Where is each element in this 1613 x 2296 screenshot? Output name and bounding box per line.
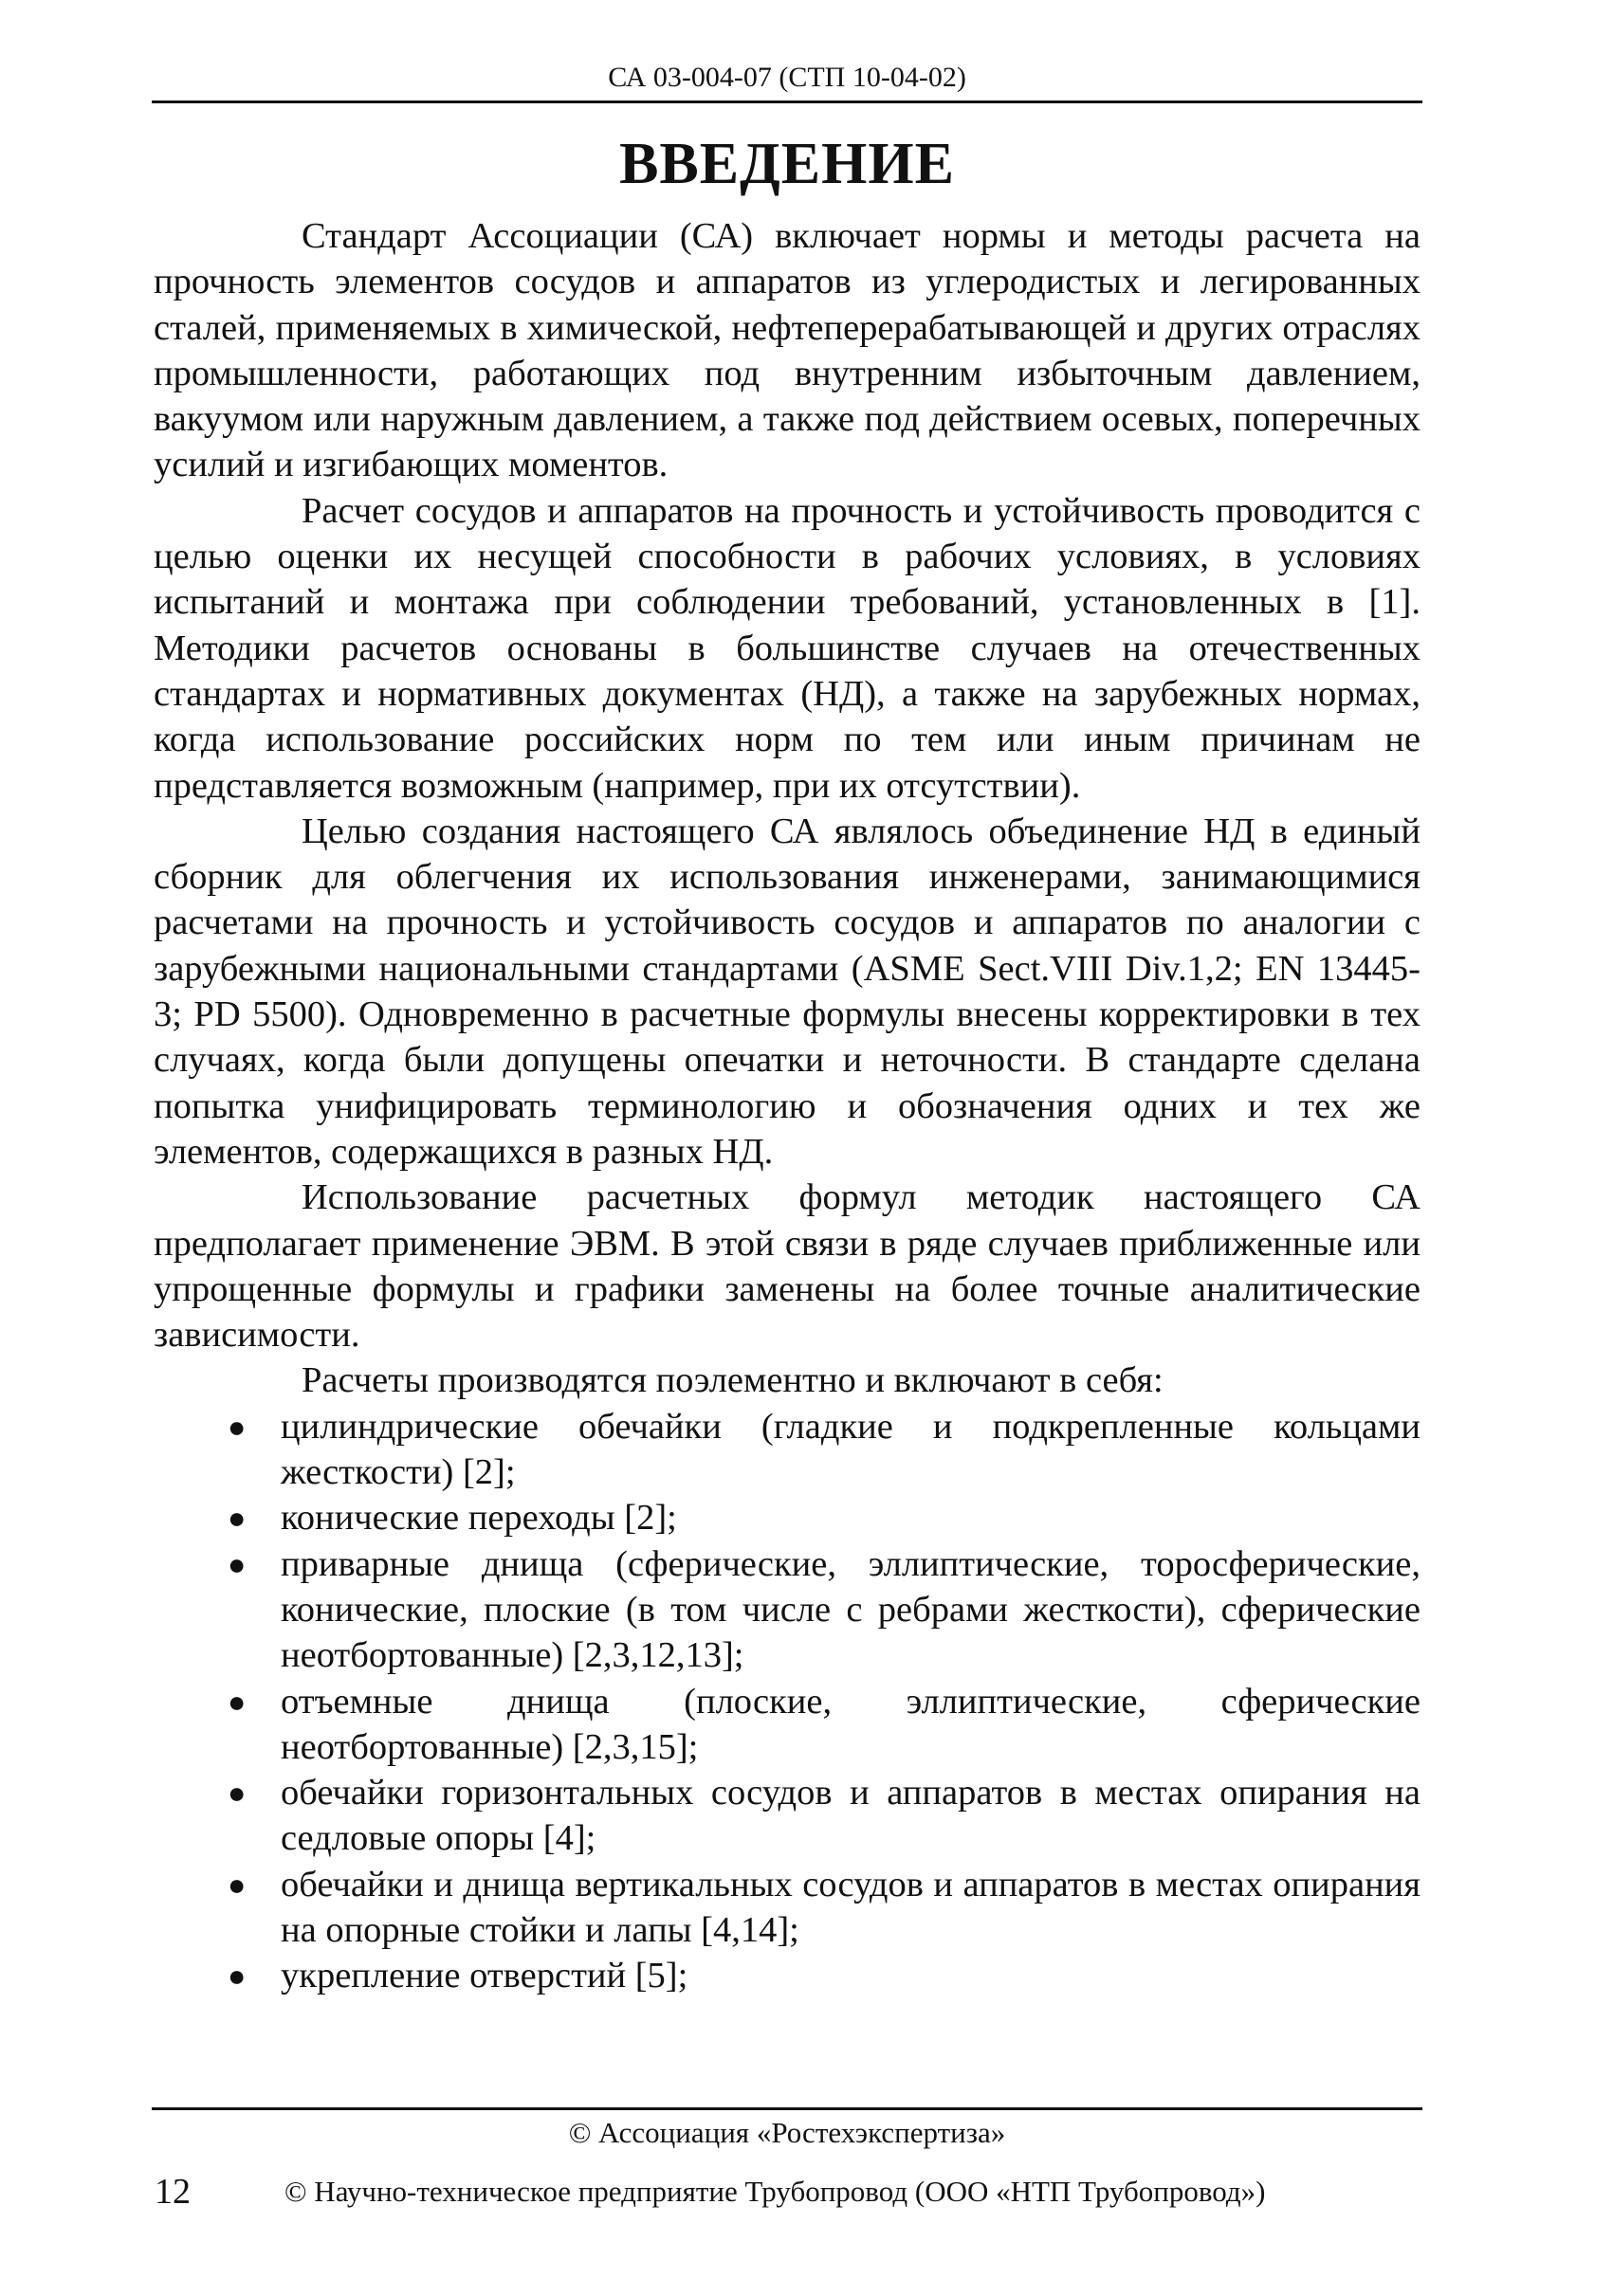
paragraph-scope: Стандарт Ассоциации (СА) включает нормы и методы расчета на прочность элементов сосудов и аппаратов из углеродистых и легированных сталей, применяемых в химической, нефтеперерабатывающей и других отраслях промышленности, работающих под внутренним избыточным давлением, вакуумом или наружным давлением, а также под действием осевых, поперечных усилий и изгибающих моментов. [154,216,1421,485]
bullet-icon: ● [228,1684,247,1719]
calculation-elements-list [154,1404,1421,1999]
bullet-icon: ● [228,1546,247,1581]
bullet-icon: ● [228,1501,247,1536]
list-item-text: укрепление отверстий [5]; [281,1956,688,1996]
paragraph-list-intro: Расчеты производятся поэлементно и включают в себя: [302,1360,1164,1401]
bullet-icon: ● [228,1959,247,1994]
list-item [154,1953,1421,1998]
document-body [154,213,1421,1999]
bullet-icon: ● [228,1409,247,1444]
list-item-text: обечайки горизонтальных сосудов и аппаратов в местах опирания на седловые опоры [4]; [281,1773,1421,1859]
list-item [154,1541,1421,1679]
list-item [154,1862,1421,1954]
footer-divider [152,2107,1422,2110]
bullet-icon: ● [228,1867,247,1902]
list-item [154,1679,1421,1771]
list-item-text: конические переходы [2]; [281,1498,677,1539]
list-item [154,1495,1421,1540]
bullet-icon: ● [228,1776,247,1811]
paragraph-purpose: Расчет сосудов и аппаратов на прочность и устойчивость проводится с целью оценки их несущей способности в рабочих условиях, в условиях испытаний и монтажа при соблюдении требований, установленных в [1]. Методики расчетов основаны в большинстве случаев на отечественных стандартах и нормативных документах (НД), а также на зарубежных нормах, когда использование российских норм по тем или иным причинам не представляется возможным (например, при их отсутствии). [154,490,1421,806]
list-item [154,1770,1421,1862]
list-item-text: отъемные днища (плоские, эллиптические, сферические неотбортованные) [2,3,15]; [281,1681,1421,1767]
header-divider [152,100,1422,103]
list-item [154,1404,1421,1496]
list-item-text: приварные днища (сферические, эллиптические, торосферические, конические, плоские (в том числе с ребрами жесткости), сферические неотбортованные) [2,3,12,13]; [281,1543,1421,1676]
paragraph-goal: Целью создания настоящего СА являлось объединение НД в единый сборник для облегчения их использования инженерами, занимающимися расчетами на прочность и устойчивость сосудов и аппаратов по аналогии с зарубежными национальными стандартами (ASME Sect.VIII Div.1,2; EN 13445-3; PD 5500). Одновременно в расчетные формулы внесены корректировки в тех случаях, когда были допущены опечатки и неточности. В стандарте сделана попытка унифицировать терминологию и обозначения одних и тех же элементов, содержащихся в разных НД. [154,811,1421,1172]
page-title: ВВЕДЕНИЕ [619,132,955,196]
paragraph-computer-use: Использование расчетных формул методик настоящего СА предполагает применение ЭВМ. В этой связи в ряде случаев приближенные или упрощенные формулы и графики заменены на более точные аналитические зависимости. [154,1177,1421,1356]
document-code-header: СА 03-004-07 (СТП 10-04-02) [608,62,966,93]
list-item-text: цилиндрические обечайки (гладкие и подкрепленные кольцами жесткости) [2]; [281,1406,1421,1493]
list-item-text: обечайки и днища вертикальных сосудов и аппаратов в местах опирания на опорные стойки и лапы [4,14]; [281,1864,1421,1950]
footer-copyright-company: © Научно-техническое предприятие Трубопровод (ООО «НТП Трубопровод») [284,2175,1266,2208]
footer-copyright-association: © Ассоциация «Ростехэкспертиза» [568,2116,1006,2149]
page-number: 12 [155,2172,191,2212]
